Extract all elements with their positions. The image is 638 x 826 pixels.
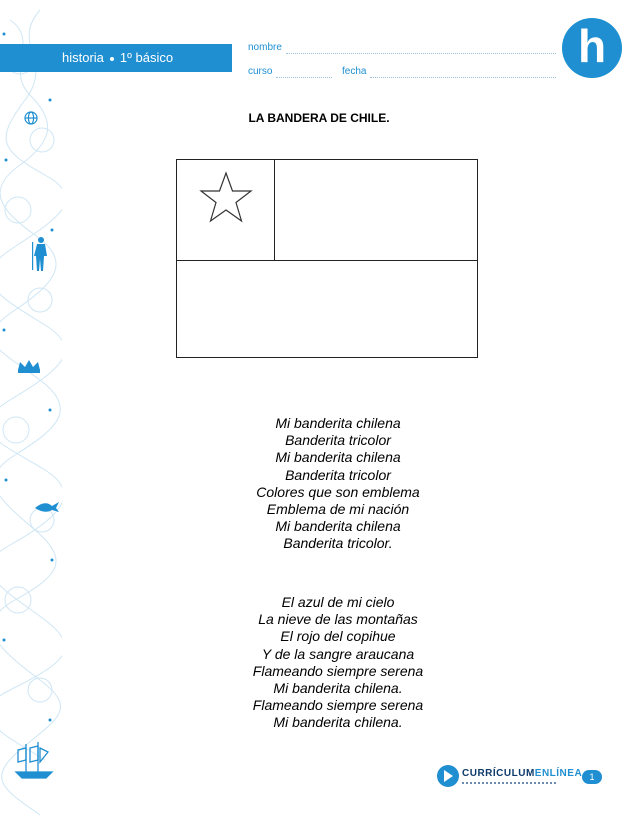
flag-vertical-divider bbox=[274, 160, 275, 260]
name-field[interactable] bbox=[286, 53, 556, 54]
poem-line: Mi banderita chilena. bbox=[273, 714, 403, 731]
poem-line: Flameando siempre serena bbox=[252, 662, 424, 679]
logo-badge: h bbox=[562, 18, 622, 78]
poem-line: El azul de mi cielo bbox=[281, 594, 395, 610]
poem-line: Flameando siempre serena bbox=[252, 697, 424, 714]
poem-line: Emblema de mi nación bbox=[266, 501, 410, 518]
flag-outline bbox=[176, 159, 478, 358]
poem-line: Banderita tricolor bbox=[285, 466, 391, 483]
page-title: LA BANDERA DE CHILE. bbox=[248, 111, 390, 125]
poem-line: Mi banderita chilena bbox=[275, 449, 401, 466]
subject-name: historia bbox=[62, 50, 104, 65]
date-field[interactable] bbox=[370, 77, 556, 78]
poem-line: Colores que son emblema bbox=[256, 483, 420, 500]
ship-icon bbox=[14, 740, 54, 782]
poem-line: Banderita tricolor. bbox=[283, 535, 393, 552]
name-label: nombre bbox=[248, 42, 282, 53]
brand-tagline bbox=[462, 782, 556, 784]
poem-line: Banderita tricolor bbox=[285, 432, 391, 449]
poem-line: Mi banderita chilena bbox=[275, 518, 401, 535]
poem-line: El rojo del copihue bbox=[280, 628, 396, 645]
poem-stanza-2 bbox=[0, 594, 638, 732]
course-field[interactable] bbox=[276, 77, 332, 78]
grade-label: 1º básico bbox=[119, 50, 174, 65]
flag-horizontal-divider bbox=[177, 260, 477, 261]
brand-logo-icon bbox=[436, 764, 460, 788]
date-label: fecha bbox=[342, 66, 367, 77]
poem-line: Mi banderita chilena. bbox=[273, 680, 403, 697]
brand-name-part1: CURRÍCULUM bbox=[462, 768, 535, 779]
poem-line: Mi banderita chilena bbox=[275, 415, 401, 431]
crown-icon bbox=[16, 358, 42, 374]
poem-line: Y de la sangre araucana bbox=[261, 645, 415, 662]
brand-name-part2: ENLÍNEA bbox=[534, 768, 583, 779]
person-icon bbox=[30, 236, 52, 272]
poem-stanza-1 bbox=[0, 415, 638, 553]
course-label: curso bbox=[248, 66, 273, 77]
brand-name bbox=[462, 768, 582, 779]
star-icon bbox=[197, 170, 255, 228]
poem-line: La nieve de las montañas bbox=[258, 611, 418, 628]
subject-label bbox=[62, 50, 173, 65]
separator-dot bbox=[110, 57, 114, 61]
page-number: 1 bbox=[582, 770, 602, 784]
